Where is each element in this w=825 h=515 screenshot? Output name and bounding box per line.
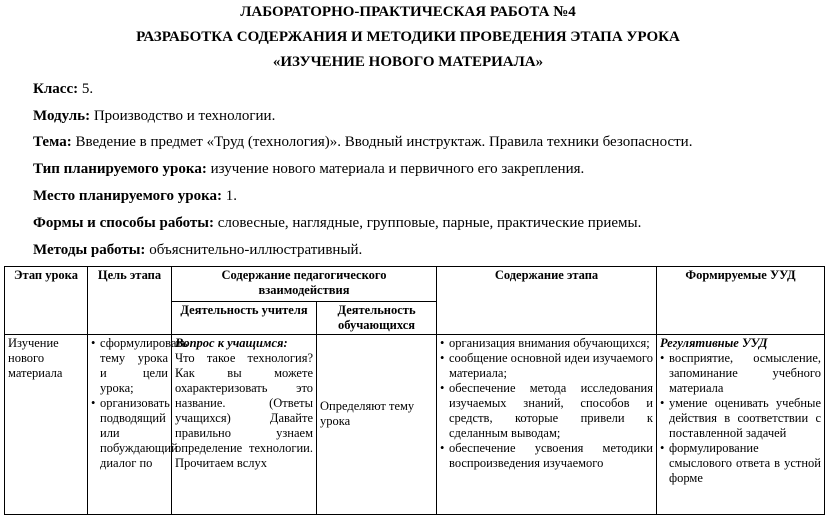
header-content: Содержание этапа [437, 267, 657, 335]
uud-item: • формулирование смыслового ответа в устной форме [660, 441, 821, 486]
field-topic: Тема: Введение в предмет «Труд (технология)». Вводный инструктаж. Правила техники безопасности. [33, 134, 693, 150]
title-line-1: ЛАБОРАТОРНО-ПРАКТИЧЕСКАЯ РАБОТА №4 [240, 4, 576, 20]
content-item: • организация внимания обучающихся; [440, 336, 653, 351]
lesson-stage-table [4, 266, 825, 515]
field-methods: Методы работы: объяснительно-иллюстративный. [33, 242, 363, 258]
title-line-2: РАЗРАБОТКА СОДЕРЖАНИЯ И МЕТОДИКИ ПРОВЕДЕНИЯ ЭТАПА УРОКА [136, 29, 680, 45]
cell-stage: Изучение нового материала [5, 335, 88, 515]
field-lesson-place: Место планируемого урока: 1. [33, 188, 238, 204]
content-item: • обеспечение метода исследования изучаемых знаний, способов и средств, которые привели к сделанным выводам; [440, 381, 653, 441]
header-pedagogical: Содержание педагогического взаимодействия [172, 267, 437, 302]
uud-item: • умение оценивать учебные действия в соответствии с поставленной задачей [660, 396, 821, 441]
uud-title: Регулятивные УУД [660, 336, 768, 350]
header-goal: Цель этапа [88, 267, 172, 335]
header-stage: Этап урока [5, 267, 88, 335]
goal-item: • сформулировать тему урока и цели урока; [91, 336, 168, 396]
cell-teacher [172, 335, 317, 515]
title-line-3: «ИЗУЧЕНИЕ НОВОГО МАТЕРИАЛА» [272, 54, 544, 70]
content-item: • сообщение основной идеи изучаемого материала; [440, 351, 653, 381]
cell-goal [88, 335, 188, 515]
field-work-forms: Формы и способы работы: словесные, наглядные, групповые, парные, практические приемы. [33, 215, 642, 231]
cell-content [437, 335, 657, 515]
field-class: Класс: 5. [33, 81, 94, 97]
goal-item: • организовать подводящий или побуждающий диалог по [91, 396, 168, 471]
content-item: • обеспечение усвоения методики воспроизведения изучаемого [440, 441, 653, 471]
header-students: Деятельность обучающихся [317, 302, 437, 335]
teacher-question-label: Вопрос к учащимся: [175, 336, 288, 350]
cell-students: Определяют тему урока [317, 335, 437, 515]
uud-item: • восприятие, осмысление, запоминание учебного материала [660, 351, 821, 396]
teacher-text: Что такое технология? Как вы можете охарактеризовать это название. (Ответы учащихся) Давайте правильно узнаем определение технологии. Прочитаем вслух [175, 351, 313, 470]
cell-uud [657, 335, 825, 515]
header-teacher: Деятельность учителя [172, 302, 317, 335]
field-module: Модуль: Производство и технологии. [33, 108, 276, 124]
header-uud: Формируемые УУД [657, 267, 825, 335]
field-lesson-type: Тип планируемого урока: изучение нового материала и первичного его закрепления. [33, 161, 585, 177]
